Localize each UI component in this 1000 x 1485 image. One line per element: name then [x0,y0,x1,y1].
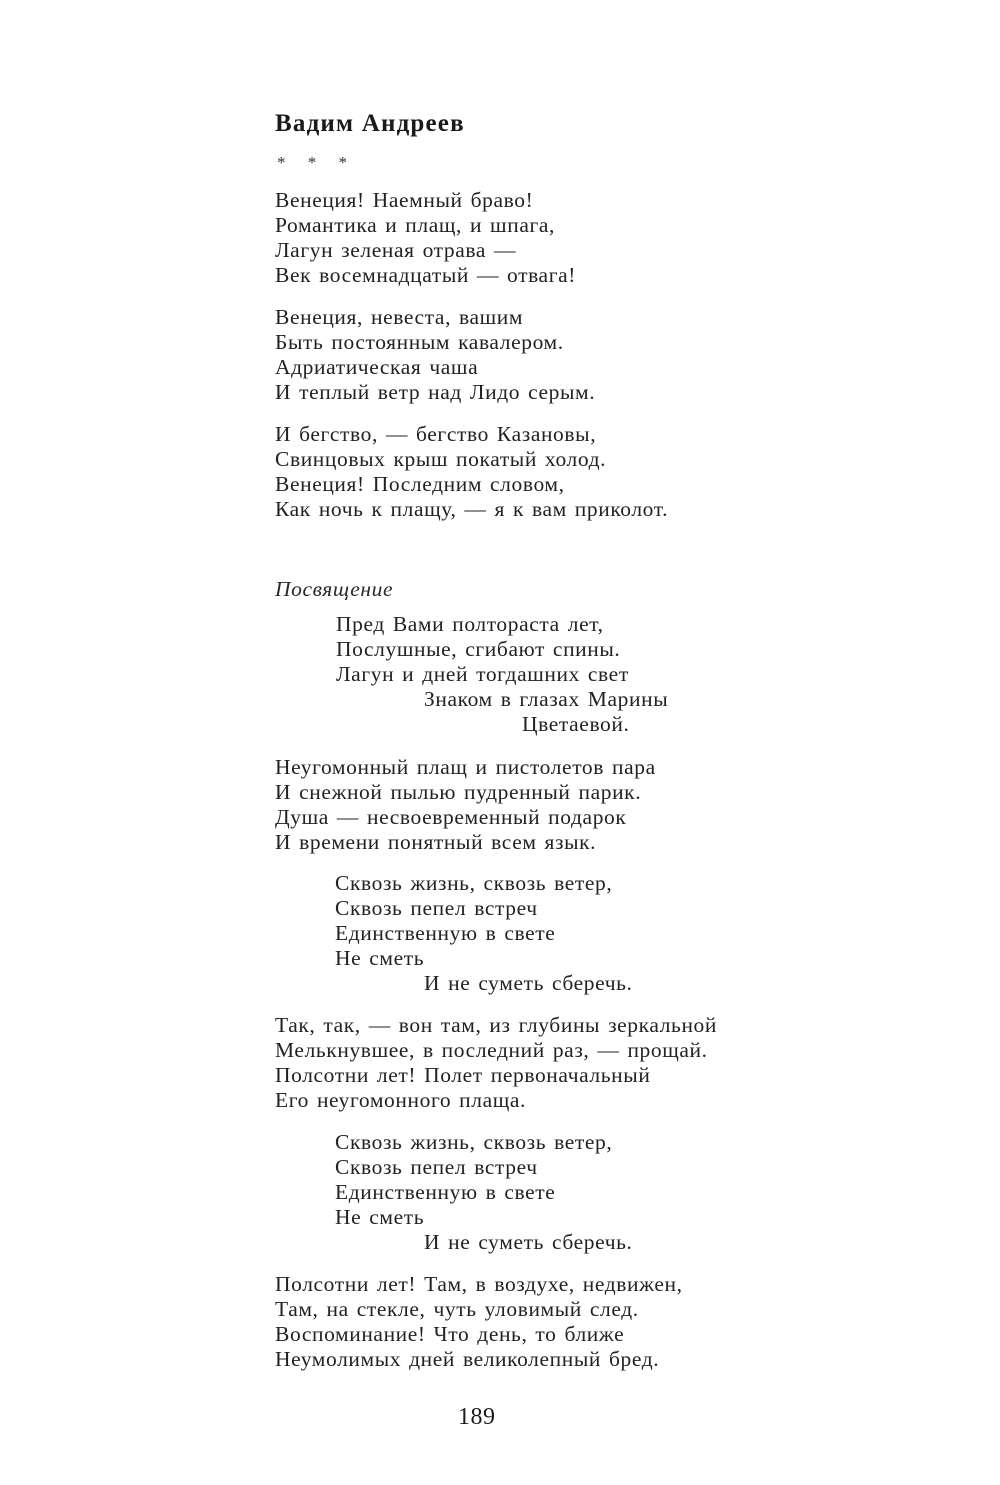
poem2-line-18: Его неугомонного плаща. [275,1088,527,1112]
poem1-line-9: И бегство, — бегство Казановы, [275,422,597,446]
poem1-line-2: Романтика и плащ, и шпага, [275,213,555,237]
poem1-line-5: Венеция, невеста, вашим [275,305,524,329]
poem2-line-4: Знаком в глазах Марины [424,687,669,711]
poem2-line-7: И снежной пылью пудренный парик. [275,780,642,804]
poem1-line-8: И теплый ветр над Лидо серым. [275,380,596,404]
poem2-line-22: Не сметь [335,1205,425,1229]
poem1-line-12: Как ночь к плащу, — я к вам приколот. [275,497,669,521]
poem2-line-20: Сквозь пепел встреч [335,1155,538,1179]
poem2-line-26: Воспоминание! Что день, то ближе [275,1322,625,1346]
poem2-line-16: Мелькнувшее, в последний раз, — прощай. [275,1038,708,1062]
poem1-line-3: Лагун зеленая отрава — [275,238,517,262]
poem2-line-6: Неугомонный плащ и пистолетов пара [275,755,656,779]
poem1-line-7: Адриатическая чаша [275,355,479,379]
poem2-line-9: И времени понятный всем язык. [275,830,597,854]
poem2-line-3: Лагун и дней тогдашних свет [336,662,629,686]
poem2-line-2: Послушные, сгибают спины. [336,637,621,661]
section-asterisks: * * * [277,153,356,172]
page-number: 189 [458,1404,496,1430]
poem1-line-11: Венеция! Последним словом, [275,472,565,496]
poem2-line-14: И не суметь сберечь. [424,971,633,995]
poem1-line-4: Век восемнадцатый — отвага! [275,263,577,287]
poem2-line-1: Пред Вами полтораста лет, [336,612,604,636]
dedication-title: Посвящение [275,577,394,601]
poem2-line-27: Неумолимых дней великолепный бред. [275,1347,660,1371]
poem2-line-13: Не сметь [335,946,425,970]
poem2-line-11: Сквозь пепел встреч [335,896,538,920]
poem2-line-5: Цветаевой. [522,712,630,736]
poem2-line-25: Там, на стекле, чуть уловимый след. [275,1297,639,1321]
poem2-line-8: Душа — несвоевременный подарок [275,805,627,829]
poem2-line-12: Единственную в свете [335,921,556,945]
poem1-line-1: Венеция! Наемный браво! [275,188,534,212]
poem2-line-21: Единственную в свете [335,1180,556,1204]
poem1-line-6: Быть постоянным кавалером. [275,330,564,354]
poem1-line-10: Свинцовых крыш покатый холод. [275,447,607,471]
author-heading: Вадим Андреев [275,110,465,137]
poem2-line-23: И не суметь сберечь. [424,1230,633,1254]
poem2-line-24: Полсотни лет! Там, в воздухе, недвижен, [275,1272,683,1296]
poem2-line-17: Полсотни лет! Полет первоначальный [275,1063,651,1087]
poem2-line-15: Так, так, — вон там, из глубины зеркальной [275,1013,717,1037]
poem2-line-10: Сквозь жизнь, сквозь ветер, [335,871,613,895]
poem2-line-19: Сквозь жизнь, сквозь ветер, [335,1130,613,1154]
